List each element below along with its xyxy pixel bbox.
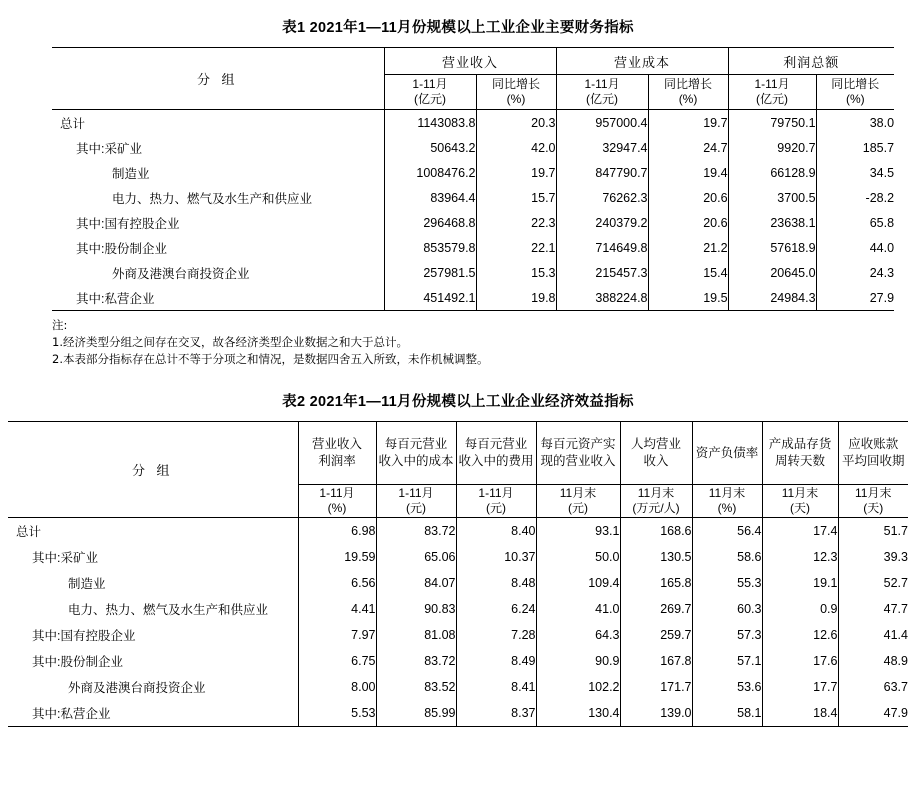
row-value: 6.75	[298, 648, 376, 674]
row-label: 总计	[60, 116, 86, 131]
row-value: 20645.0	[728, 260, 816, 285]
row-value: 102.2	[536, 674, 620, 700]
table1-container	[0, 47, 916, 311]
row-value: 38.0	[816, 110, 894, 136]
table2-header-expense-per-100	[456, 422, 536, 485]
subheader-line2: (亿元)	[414, 92, 446, 106]
row-value: 17.7	[762, 674, 838, 700]
row-value: 240379.2	[556, 210, 648, 235]
header-line: 收入中的费用	[458, 454, 534, 468]
row-value: 7.28	[456, 622, 536, 648]
row-value: 48.9	[838, 648, 908, 674]
row-label: 外商及港澳台商投资企业	[68, 681, 206, 695]
row-value: 47.7	[838, 596, 908, 622]
row-label: 外商及港澳台商投资企业	[112, 266, 250, 281]
table-row	[52, 210, 894, 235]
row-value: 5.53	[298, 700, 376, 727]
row-value: 17.6	[762, 648, 838, 674]
row-value: 0.9	[762, 596, 838, 622]
row-value: 165.8	[620, 570, 692, 596]
table2-subheader-5	[692, 485, 762, 518]
subheader-line1: 11月末	[559, 486, 597, 500]
table2-subheader-1	[376, 485, 456, 518]
header-line: 每百元营业	[384, 437, 448, 451]
row-value: 8.48	[456, 570, 536, 596]
row-value: 8.37	[456, 700, 536, 727]
row-value: 84.07	[376, 570, 456, 596]
row-value: 42.0	[476, 135, 556, 160]
table1-colgroup-revenue: 营业收入	[384, 48, 556, 75]
row-value: 6.98	[298, 518, 376, 545]
row-value: 17.4	[762, 518, 838, 545]
header-line: 应收账款	[848, 437, 899, 451]
row-value: 41.4	[838, 622, 908, 648]
table-row	[52, 160, 894, 185]
table2-header-cost-per-100	[376, 422, 456, 485]
row-value: 12.6	[762, 622, 838, 648]
row-value: 167.8	[620, 648, 692, 674]
subheader-line2: (元)	[406, 501, 426, 515]
header-line: 产成品存货	[768, 437, 832, 451]
header-line: 现的营业收入	[540, 454, 616, 468]
row-value: 8.40	[456, 518, 536, 545]
table2-subheader-2	[456, 485, 536, 518]
table2-container	[0, 421, 916, 727]
row-value: 39.3	[838, 544, 908, 570]
row-value: 20.3	[476, 110, 556, 136]
row-label: 其中:国有控股企业	[76, 216, 180, 231]
row-value: 19.7	[476, 160, 556, 185]
subheader-line2: (%)	[506, 92, 526, 106]
table-row	[52, 185, 894, 210]
row-value: 8.49	[456, 648, 536, 674]
row-value: 15.3	[476, 260, 556, 285]
table2	[8, 421, 908, 727]
row-value: 58.6	[692, 544, 762, 570]
table2-header-revenue-per-100-assets	[536, 422, 620, 485]
row-value: 23638.1	[728, 210, 816, 235]
row-value: 15.4	[648, 260, 728, 285]
row-value: 56.4	[692, 518, 762, 545]
row-value: 52.7	[838, 570, 908, 596]
header-line: 营业收入	[311, 437, 362, 451]
table1-subheader-1	[476, 75, 556, 110]
row-value: 27.9	[816, 285, 894, 311]
row-value: 58.1	[692, 700, 762, 727]
row-value: 259.7	[620, 622, 692, 648]
table-row	[52, 110, 894, 136]
row-label: 其中:股份制企业	[32, 655, 123, 669]
subheader-line1: 11月末	[781, 486, 819, 500]
row-value: 8.41	[456, 674, 536, 700]
table-row	[52, 235, 894, 260]
row-value: 50643.2	[384, 135, 476, 160]
row-value: 65.8	[816, 210, 894, 235]
row-value: 388224.8	[556, 285, 648, 311]
header-line: 收入中的成本	[378, 454, 454, 468]
row-value: 20.6	[648, 210, 728, 235]
row-value: 24984.3	[728, 285, 816, 311]
table1-subheader-3	[648, 75, 728, 110]
subheader-line2: (亿元)	[756, 92, 789, 106]
row-value: 44.0	[816, 235, 894, 260]
note-line: 注:	[52, 318, 68, 332]
header-line: 每百元资产实	[540, 437, 616, 451]
row-value: 296468.8	[384, 210, 476, 235]
row-value: 60.3	[692, 596, 762, 622]
row-label: 制造业	[112, 166, 150, 181]
row-value: 6.56	[298, 570, 376, 596]
row-value: 257981.5	[384, 260, 476, 285]
row-value: 51.7	[838, 518, 908, 545]
row-value: 139.0	[620, 700, 692, 727]
row-value: 20.6	[648, 185, 728, 210]
row-value: 168.6	[620, 518, 692, 545]
table1-notes	[0, 311, 916, 368]
subheader-line1: 1-11月	[754, 77, 790, 91]
subheader-line1: 1-11月	[398, 486, 434, 500]
row-value: 55.3	[692, 570, 762, 596]
table-row	[8, 700, 908, 727]
subheader-line1: 1-11月	[584, 77, 620, 91]
row-label: 电力、热力、燃气及水生产和供应业	[112, 191, 313, 206]
row-value: 714649.8	[556, 235, 648, 260]
table1-header-group-row	[52, 48, 894, 75]
subheader-line2: (天)	[790, 501, 810, 515]
table1-colgroup-profit: 利润总额	[728, 48, 894, 75]
table-row	[8, 648, 908, 674]
row-value: 10.37	[456, 544, 536, 570]
subheader-line2: (元)	[486, 501, 506, 515]
table2-subheader-0	[298, 485, 376, 518]
subheader-line1: 11月末	[855, 486, 892, 500]
header-line: 平均回收期	[841, 454, 905, 468]
header-line: 资产负债率	[695, 445, 759, 460]
row-value: 32947.4	[556, 135, 648, 160]
row-value: 34.5	[816, 160, 894, 185]
table1-subheader-4	[728, 75, 816, 110]
row-value: 83.52	[376, 674, 456, 700]
row-value: 19.5	[648, 285, 728, 311]
row-value: 22.1	[476, 235, 556, 260]
row-value: -28.2	[816, 185, 894, 210]
row-value: 81.08	[376, 622, 456, 648]
row-value: 63.7	[838, 674, 908, 700]
row-value: 93.1	[536, 518, 620, 545]
row-value: 24.7	[648, 135, 728, 160]
row-value: 15.7	[476, 185, 556, 210]
row-value: 847790.7	[556, 160, 648, 185]
row-value: 1143083.8	[384, 110, 476, 136]
row-label: 电力、热力、燃气及水生产和供应业	[68, 603, 269, 617]
row-value: 47.9	[838, 700, 908, 727]
row-value: 79750.1	[728, 110, 816, 136]
row-value: 50.0	[536, 544, 620, 570]
header-line: 利润率	[318, 454, 356, 468]
row-value: 19.59	[298, 544, 376, 570]
table2-header-inventory-turnover	[762, 422, 838, 485]
table2-header-debt-ratio	[692, 422, 762, 485]
row-value: 57618.9	[728, 235, 816, 260]
row-value: 53.6	[692, 674, 762, 700]
row-label: 其中:私营企业	[8, 700, 298, 727]
row-label: 其中:采矿业	[32, 551, 98, 565]
row-value: 130.5	[620, 544, 692, 570]
row-label: 总计	[16, 525, 42, 539]
table2-header-profit-margin	[298, 422, 376, 485]
row-value: 215457.3	[556, 260, 648, 285]
subheader-line1: 11月末	[708, 486, 746, 500]
row-value: 18.4	[762, 700, 838, 727]
row-value: 1008476.2	[384, 160, 476, 185]
table2-header-revenue-per-capita	[620, 422, 692, 485]
row-value: 171.7	[620, 674, 692, 700]
row-value: 83.72	[376, 648, 456, 674]
row-value: 12.3	[762, 544, 838, 570]
header-line: 收入	[643, 454, 669, 468]
subheader-line2: (亿元)	[586, 92, 619, 106]
row-value: 90.9	[536, 648, 620, 674]
table2-group-header: 分 组	[8, 422, 298, 518]
row-value: 41.0	[536, 596, 620, 622]
row-value: 957000.4	[556, 110, 648, 136]
row-value: 65.06	[376, 544, 456, 570]
row-value: 76262.3	[556, 185, 648, 210]
row-value: 3700.5	[728, 185, 816, 210]
subheader-line2: (万元/人)	[632, 501, 680, 515]
row-value: 22.3	[476, 210, 556, 235]
table-row	[52, 285, 894, 311]
table1-title: 表1 2021年1—11月份规模以上工业企业主要财务指标	[282, 20, 634, 36]
row-value: 19.8	[476, 285, 556, 311]
row-value: 57.1	[692, 648, 762, 674]
row-value: 130.4	[536, 700, 620, 727]
subheader-line2: (天)	[863, 501, 884, 515]
subheader-line1: 同比增长	[664, 77, 713, 91]
table-row	[8, 544, 908, 570]
row-value: 83.72	[376, 518, 456, 545]
subheader-line2: (%)	[327, 501, 347, 515]
table-row	[52, 135, 894, 160]
row-value: 21.2	[648, 235, 728, 260]
table2-header-receivables-period	[838, 422, 908, 485]
row-value: 83964.4	[384, 185, 476, 210]
subheader-line1: 11月末	[637, 486, 675, 500]
row-value: 19.4	[648, 160, 728, 185]
table2-subheader-4	[620, 485, 692, 518]
subheader-line1: 1-11月	[319, 486, 355, 500]
row-label: 其中:股份制企业	[76, 241, 167, 256]
row-value: 24.3	[816, 260, 894, 285]
row-value: 8.00	[298, 674, 376, 700]
header-line: 每百元营业	[464, 437, 528, 451]
table1-group-header: 分 组	[52, 48, 384, 110]
row-value: 85.99	[376, 700, 456, 727]
header-line: 人均营业	[630, 437, 681, 451]
row-value: 57.3	[692, 622, 762, 648]
table2-subheader-7	[838, 485, 908, 518]
subheader-line2: (%)	[678, 92, 698, 106]
row-value: 19.1	[762, 570, 838, 596]
table1-subheader-5	[816, 75, 894, 110]
table-row	[52, 260, 894, 285]
table2-subheader-3	[536, 485, 620, 518]
row-value: 7.97	[298, 622, 376, 648]
table1-colgroup-cost: 营业成本	[556, 48, 728, 75]
table-row	[8, 596, 908, 622]
table1-subheader-2	[556, 75, 648, 110]
table2-title: 表2 2021年1—11月份规模以上工业企业经济效益指标	[282, 394, 634, 410]
row-value: 4.41	[298, 596, 376, 622]
row-value: 185.7	[816, 135, 894, 160]
row-value: 853579.8	[384, 235, 476, 260]
row-value: 451492.1	[384, 285, 476, 311]
row-value: 9920.7	[728, 135, 816, 160]
header-line: 周转天数	[774, 454, 825, 468]
row-value: 6.24	[456, 596, 536, 622]
row-label: 其中:私营企业	[52, 285, 384, 311]
subheader-line1: 1-11月	[412, 77, 448, 91]
table-row	[8, 674, 908, 700]
subheader-line2: (元)	[568, 501, 588, 515]
row-label: 其中:采矿业	[76, 141, 142, 156]
table-row	[8, 570, 908, 596]
table2-header-row	[8, 422, 908, 485]
subheader-line2: (%)	[845, 92, 865, 106]
table2-subheader-6	[762, 485, 838, 518]
table-row	[8, 622, 908, 648]
subheader-line1: 同比增长	[492, 77, 541, 91]
row-value: 269.7	[620, 596, 692, 622]
note-line: 2.本表部分指标存在总计不等于分项之和情况，是数据四舍五入所致，未作机械调整。	[52, 352, 489, 366]
subheader-line1: 1-11月	[478, 486, 514, 500]
row-value: 90.83	[376, 596, 456, 622]
note-line: 1.经济类型分组之间存在交叉，故各经济类型企业数据之和大于总计。	[52, 335, 408, 349]
row-value: 19.7	[648, 110, 728, 136]
row-value: 109.4	[536, 570, 620, 596]
subheader-line2: (%)	[717, 501, 737, 515]
table-row	[8, 518, 908, 545]
row-value: 66128.9	[728, 160, 816, 185]
row-value: 64.3	[536, 622, 620, 648]
row-label: 制造业	[68, 577, 106, 591]
table1-subheader-0	[384, 75, 476, 110]
subheader-line1: 同比增长	[831, 77, 880, 91]
table1	[52, 47, 894, 311]
row-label: 其中:国有控股企业	[32, 629, 136, 643]
